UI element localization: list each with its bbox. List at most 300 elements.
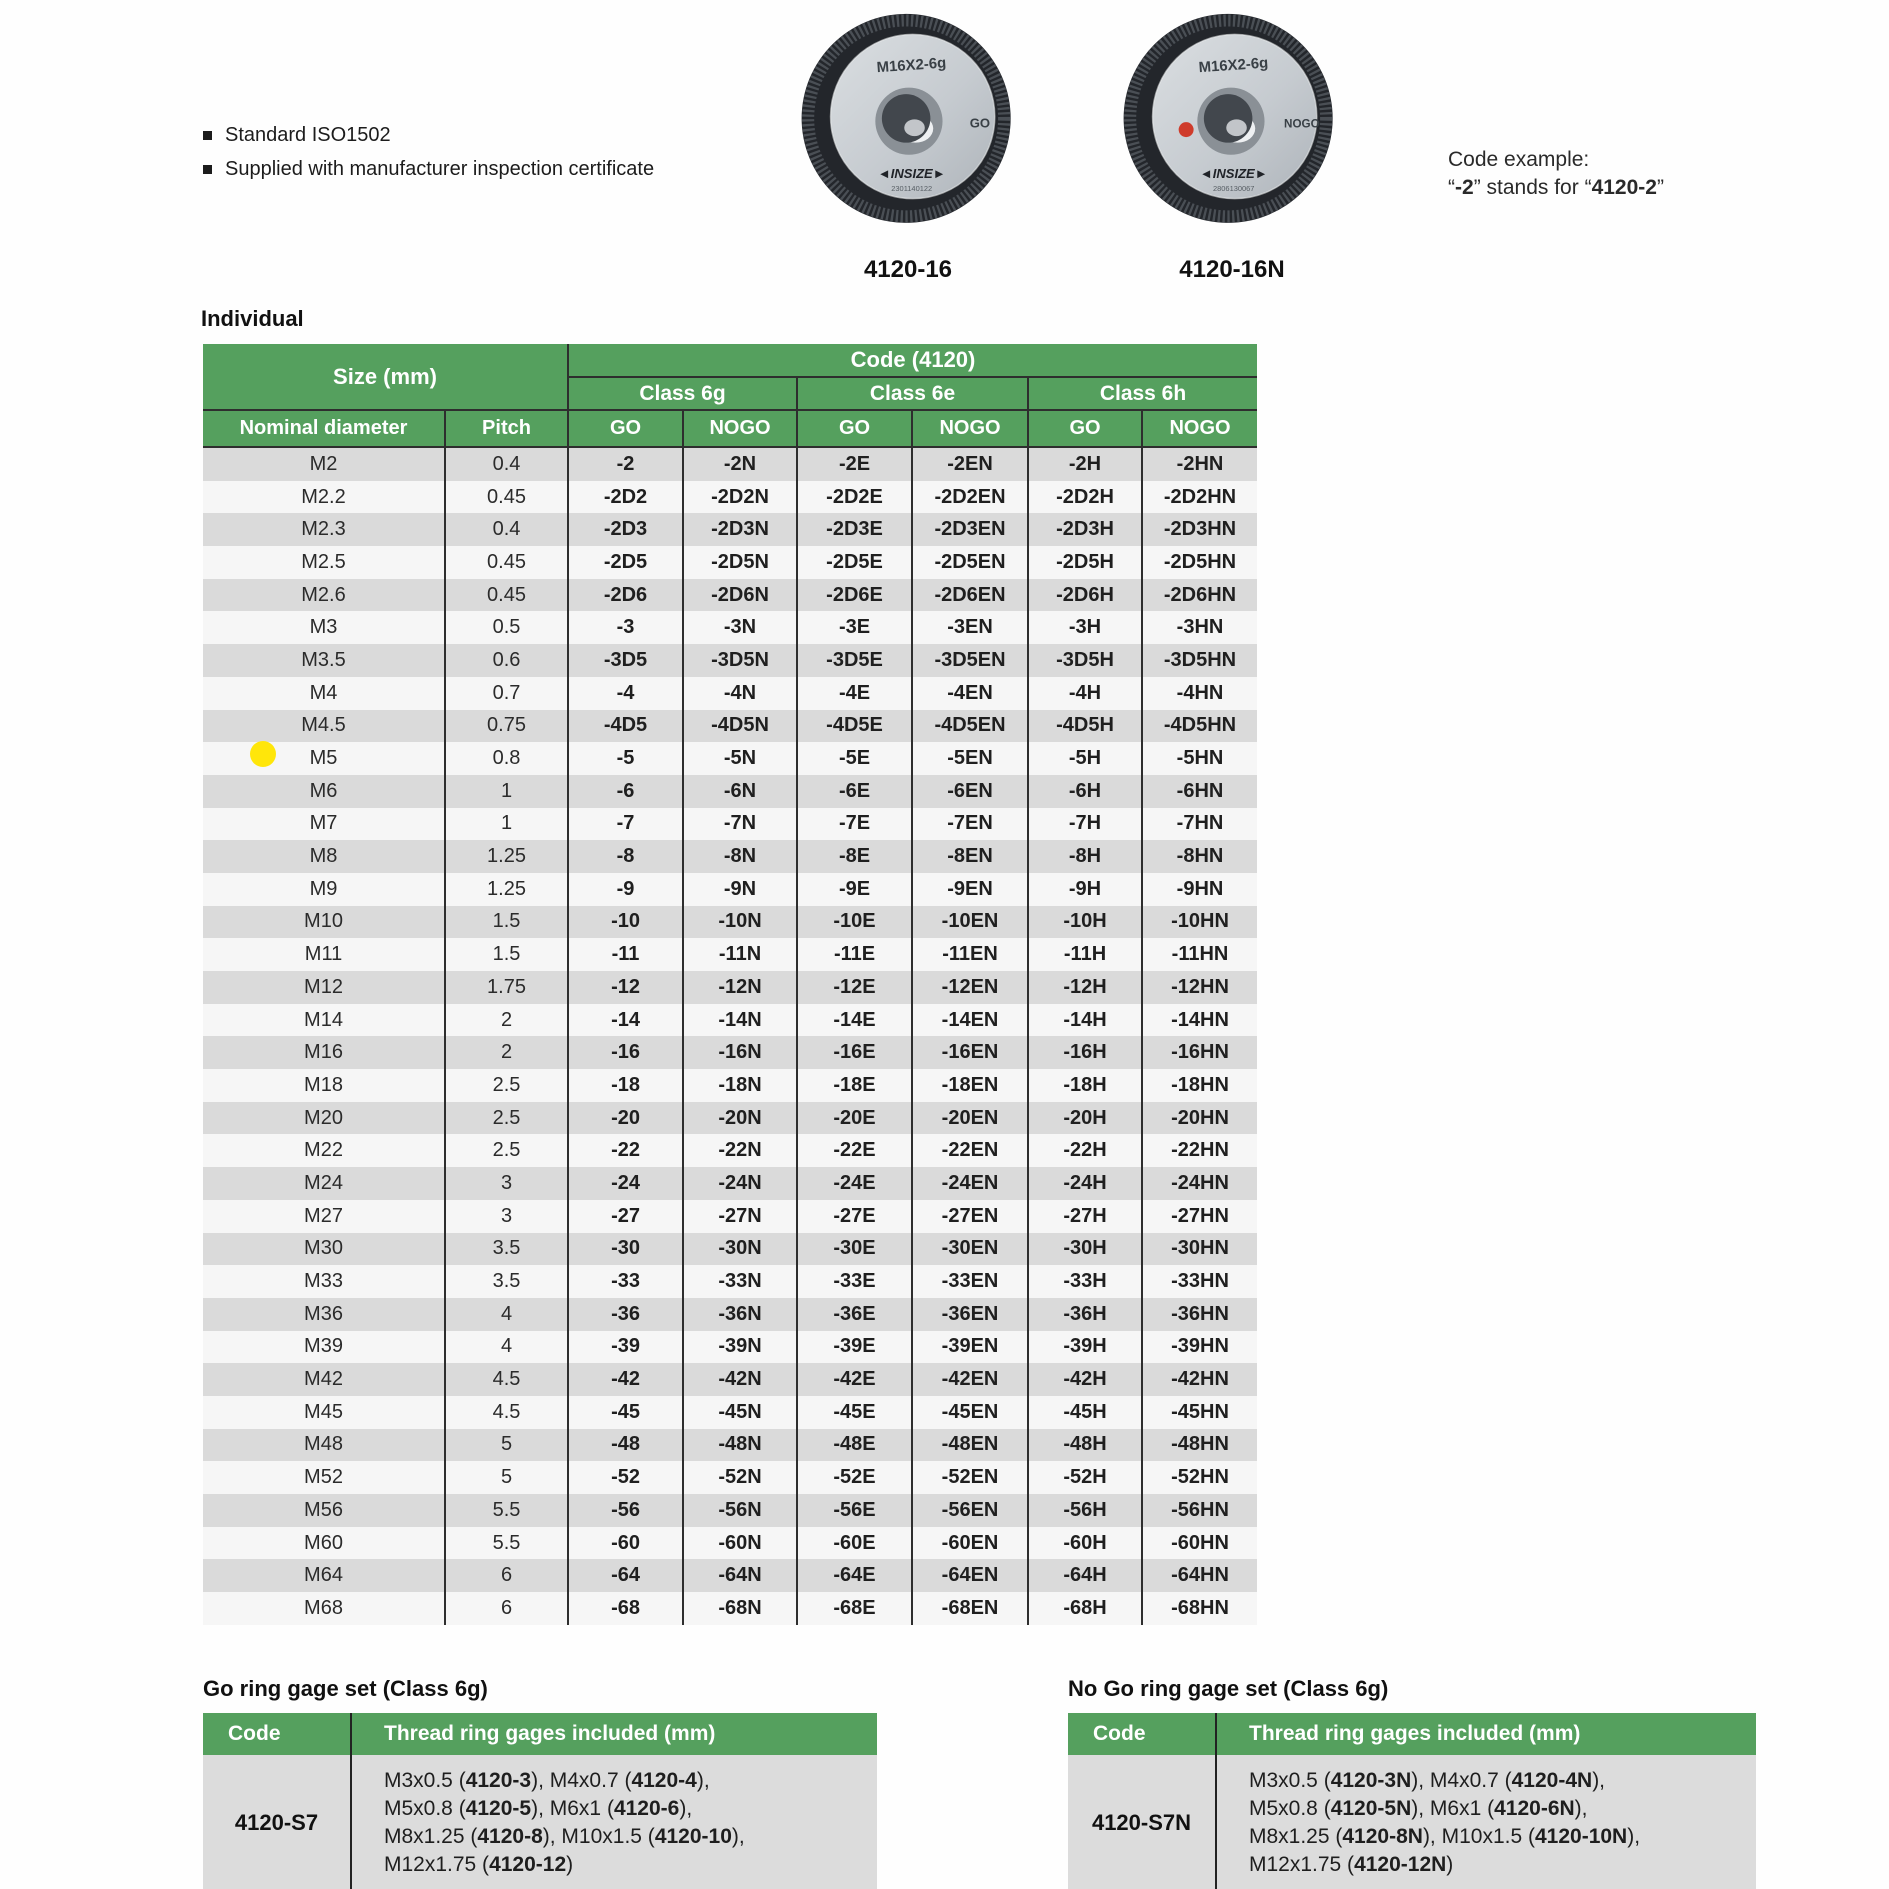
code-cell: -5EN (912, 742, 1028, 775)
code-cell: -4D5HN (1142, 710, 1257, 743)
code-cell: -52H (1028, 1461, 1142, 1494)
code-cell: -52E (797, 1461, 912, 1494)
pitch-cell: 4 (445, 1331, 568, 1364)
gage-marking: M16X2-6g (1198, 54, 1269, 77)
nominal-diameter-cell: M10 (304, 910, 343, 933)
pitch-cell: 1 (445, 808, 568, 841)
code-cell: -4EN (912, 677, 1028, 710)
size-group-header: Size (mm) (203, 344, 568, 410)
code-cell: -11N (683, 938, 797, 971)
code-cell: -3HN (1142, 611, 1257, 644)
table-row (203, 481, 1257, 514)
nominal-diameter-cell: M45 (304, 1400, 343, 1423)
code-group-header: Code (4120) (568, 344, 1257, 377)
pitch-cell: 2.5 (445, 1134, 568, 1167)
pitch-cell: 0.45 (445, 481, 568, 514)
code-cell: -4E (797, 677, 912, 710)
code-cell: -24E (797, 1167, 912, 1200)
code-cell: -6E (797, 775, 912, 808)
table-row (203, 1036, 1257, 1069)
code-cell: -2D2N (683, 481, 797, 514)
code-cell: -33H (1028, 1265, 1142, 1298)
code-cell: -2D3 (568, 513, 683, 546)
code-cell: -18EN (912, 1069, 1028, 1102)
table-row (203, 971, 1257, 1004)
code-cell: -7EN (912, 808, 1028, 841)
pitch-cell: 0.45 (445, 579, 568, 612)
nominal-diameter-cell: M20 (304, 1106, 343, 1129)
code-cell: -45EN (912, 1396, 1028, 1429)
code-cell: -9E (797, 873, 912, 906)
table-row (203, 1102, 1257, 1135)
code-cell: -7H (1028, 808, 1142, 841)
nominal-diameter-cell: M22 (304, 1139, 343, 1162)
code-cell: -2D2H (1028, 481, 1142, 514)
serial-number: 2806130067 (1213, 184, 1255, 194)
nominal-diameter-cell: M64 (304, 1564, 343, 1587)
nominal-diameter-cell: M7 (309, 812, 338, 835)
code-cell: -56HN (1142, 1494, 1257, 1527)
code-cell: -39N (683, 1331, 797, 1364)
code-cell: -68H (1028, 1592, 1142, 1625)
code-cell: -9N (683, 873, 797, 906)
code-cell: -45E (797, 1396, 912, 1429)
set-content-line: M5x0.8 (4120-5), M6x1 (4120-6), (384, 1797, 693, 1820)
code-cell: -14E (797, 1004, 912, 1037)
nominal-diameter-cell: M16 (304, 1041, 343, 1064)
code-cell: -18E (797, 1069, 912, 1102)
set-table (203, 1713, 877, 1889)
nominal-diameter-cell: M4.5 (301, 714, 346, 737)
code-cell: -3EN (912, 611, 1028, 644)
sub-header: GO (797, 410, 912, 447)
code-cell: -42H (1028, 1363, 1142, 1396)
code-cell: -5H (1028, 742, 1142, 775)
set-content-line: M3x0.5 (4120-3), M4x0.7 (4120-4), (384, 1769, 710, 1792)
table-row (203, 1527, 1257, 1560)
pitch-cell: 1.5 (445, 938, 568, 971)
code-cell: -3D5E (797, 644, 912, 677)
pitch-cell: 2 (445, 1036, 568, 1069)
code-cell: -52EN (912, 1461, 1028, 1494)
bullet-text: Supplied with manufacturer inspection certificate (225, 158, 655, 180)
table-row (203, 1265, 1257, 1298)
nominal-diameter-cell: M4 (309, 681, 338, 704)
set-content-line: M8x1.25 (4120-8N), M10x1.5 (4120-10N), (1249, 1825, 1641, 1848)
code-cell: -24 (568, 1167, 683, 1200)
pitch-cell: 0.5 (445, 611, 568, 644)
set-table-body (1068, 1755, 1756, 1889)
code-cell: -20N (683, 1102, 797, 1135)
pitch-cell: 1.25 (445, 840, 568, 873)
code-cell: -16N (683, 1036, 797, 1069)
code-cell: -42HN (1142, 1363, 1257, 1396)
code-cell: -18 (568, 1069, 683, 1102)
table-row (203, 906, 1257, 939)
code-cell: -2D5HN (1142, 546, 1257, 579)
table-row (203, 1298, 1257, 1331)
code-cell: -4N (683, 677, 797, 710)
code-cell: -3D5 (568, 644, 683, 677)
code-cell: -22E (797, 1134, 912, 1167)
code-cell: -16H (1028, 1036, 1142, 1069)
code-cell: -10H (1028, 906, 1142, 939)
bullet-text: Standard ISO1502 (225, 124, 391, 146)
code-cell: -68E (797, 1592, 912, 1625)
code-cell: -2E (797, 447, 912, 481)
nominal-diameter-cell: M2.6 (301, 583, 346, 606)
set-code-cell: 4120-S7 (234, 1810, 319, 1835)
nominal-diameter-cell: M2.5 (301, 550, 346, 573)
code-cell: -60HN (1142, 1527, 1257, 1560)
pitch-cell: 4.5 (445, 1396, 568, 1429)
code-cell: -2D5E (797, 546, 912, 579)
code-cell: -3D5N (683, 644, 797, 677)
table-row (203, 1331, 1257, 1364)
code-cell: -2D5N (683, 546, 797, 579)
code-cell: -8HN (1142, 840, 1257, 873)
code-cell: -30 (568, 1233, 683, 1266)
code-cell: -10E (797, 906, 912, 939)
code-cell: -48N (683, 1429, 797, 1462)
code-cell: -2D5 (568, 546, 683, 579)
code-cell: -56EN (912, 1494, 1028, 1527)
code-cell: -7 (568, 808, 683, 841)
code-cell: -3N (683, 611, 797, 644)
pitch-cell: 1.5 (445, 906, 568, 939)
code-cell: -14EN (912, 1004, 1028, 1037)
code-example-line2: “-2” stands for “4120-2” (1448, 176, 1664, 199)
nominal-diameter-cell: M12 (304, 975, 343, 998)
code-cell: -20E (797, 1102, 912, 1135)
code-cell: -42N (683, 1363, 797, 1396)
code-cell: -64HN (1142, 1559, 1257, 1592)
code-cell: -7HN (1142, 808, 1257, 841)
code-cell: -24H (1028, 1167, 1142, 1200)
red-dot (1179, 122, 1194, 137)
code-cell: -56N (683, 1494, 797, 1527)
code-cell: -68EN (912, 1592, 1028, 1625)
table-row (203, 1363, 1257, 1396)
code-cell: -56H (1028, 1494, 1142, 1527)
pitch-cell: 6 (445, 1559, 568, 1592)
code-cell: -2HN (1142, 447, 1257, 481)
code-cell: -22HN (1142, 1134, 1257, 1167)
nominal-diameter-cell: M30 (304, 1237, 343, 1260)
code-cell: -7E (797, 808, 912, 841)
code-cell: -20EN (912, 1102, 1028, 1135)
nominal-diameter-cell: M42 (304, 1368, 343, 1391)
pitch-cell: 1 (445, 775, 568, 808)
code-cell: -27EN (912, 1200, 1028, 1233)
sub-header: NOGO (683, 410, 797, 447)
table-row (203, 513, 1257, 546)
pitch-cell: 3.5 (445, 1265, 568, 1298)
code-cell: -20HN (1142, 1102, 1257, 1135)
nogo-gage-code-label: 4120-16N (1179, 256, 1285, 283)
code-cell: -39H (1028, 1331, 1142, 1364)
bullet-item (203, 124, 654, 147)
code-cell: -39 (568, 1331, 683, 1364)
set-contents-cell (1215, 1755, 1756, 1889)
pitch-cell: 6 (445, 1592, 568, 1625)
code-cell: -3D5H (1028, 644, 1142, 677)
highlight-dot (250, 741, 276, 767)
spec-table-container (203, 344, 1257, 1625)
set-table-title: Go ring gage set (Class 6g) (203, 1676, 488, 1701)
class-header: Class 6g (568, 377, 797, 410)
table-row (203, 1200, 1257, 1233)
code-cell: -10HN (1142, 906, 1257, 939)
bore-hole (1204, 94, 1253, 143)
bullet-item (203, 158, 654, 181)
pitch-cell: 5 (445, 1461, 568, 1494)
code-cell: -45N (683, 1396, 797, 1429)
nominal-diameter-cell: M18 (304, 1073, 343, 1096)
pitch-cell: 0.8 (445, 742, 568, 775)
code-cell: -60N (683, 1527, 797, 1560)
nominal-diameter-cell: M9 (309, 877, 338, 900)
code-cell: -27H (1028, 1200, 1142, 1233)
code-cell: -2N (683, 447, 797, 481)
go-gage-code-label: 4120-16 (863, 256, 953, 283)
nominal-diameter-cell: M2.3 (301, 518, 346, 541)
code-cell: -27HN (1142, 1200, 1257, 1233)
code-cell: -60EN (912, 1527, 1028, 1560)
nominal-diameter-cell: M8 (309, 845, 338, 868)
code-cell: -16E (797, 1036, 912, 1069)
nominal-diameter-cell: M56 (304, 1498, 343, 1521)
code-cell: -9HN (1142, 873, 1257, 906)
code-cell: -22N (683, 1134, 797, 1167)
table-row (203, 840, 1257, 873)
code-cell: -52N (683, 1461, 797, 1494)
code-cell: -33 (568, 1265, 683, 1298)
code-cell: -2D6 (568, 579, 683, 612)
code-cell: -64 (568, 1559, 683, 1592)
code-cell: -7N (683, 808, 797, 841)
code-cell: -8H (1028, 840, 1142, 873)
table-row (203, 1069, 1257, 1102)
code-cell: -2D3EN (912, 513, 1028, 546)
code-cell: -4D5EN (912, 710, 1028, 743)
code-cell: -36H (1028, 1298, 1142, 1331)
code-cell: -60E (797, 1527, 912, 1560)
code-cell: -27N (683, 1200, 797, 1233)
code-cell: -60 (568, 1527, 683, 1560)
code-cell: -14H (1028, 1004, 1142, 1037)
code-cell: -4H (1028, 677, 1142, 710)
go-set-section (203, 1676, 877, 1889)
pitch-cell: 0.6 (445, 644, 568, 677)
table-row (203, 644, 1257, 677)
code-cell: -30HN (1142, 1233, 1257, 1266)
nominal-diameter-cell: M24 (304, 1171, 343, 1194)
nominal-diameter-cell: M3.5 (301, 648, 346, 671)
nominal-diameter-cell: M60 (304, 1531, 343, 1554)
code-cell: -8EN (912, 840, 1028, 873)
code-cell: -4D5 (568, 710, 683, 743)
code-cell: -52 (568, 1461, 683, 1494)
pitch-cell: 2.5 (445, 1102, 568, 1135)
code-cell: -33N (683, 1265, 797, 1298)
code-cell: -2D6N (683, 579, 797, 612)
pitch-cell: 5.5 (445, 1527, 568, 1560)
code-cell: -20H (1028, 1102, 1142, 1135)
nominal-diameter-cell: M14 (304, 1008, 343, 1031)
nominal-diameter-cell: M39 (304, 1335, 343, 1358)
code-cell: -10EN (912, 906, 1028, 939)
sub-header: GO (1028, 410, 1142, 447)
code-cell: -20 (568, 1102, 683, 1135)
nominal-diameter-cell: M68 (304, 1596, 343, 1619)
code-cell: -36E (797, 1298, 912, 1331)
code-cell: -30H (1028, 1233, 1142, 1266)
nogo-ring-gage-photo (1118, 6, 1342, 247)
pitch-cell: 3 (445, 1167, 568, 1200)
code-cell: -3D5HN (1142, 644, 1257, 677)
code-cell: -64H (1028, 1559, 1142, 1592)
nominal-diameter-cell: M36 (304, 1302, 343, 1325)
table-row (203, 677, 1257, 710)
code-cell: -56 (568, 1494, 683, 1527)
code-cell: -2D2E (797, 481, 912, 514)
code-cell: -3E (797, 611, 912, 644)
code-cell: -2EN (912, 447, 1028, 481)
bullet-square-icon (203, 165, 212, 174)
code-cell: -2D6EN (912, 579, 1028, 612)
sub-header: NOGO (912, 410, 1028, 447)
code-cell: -4D5E (797, 710, 912, 743)
code-cell: -16EN (912, 1036, 1028, 1069)
code-cell: -6H (1028, 775, 1142, 808)
class-header: Class 6e (797, 377, 1028, 410)
code-cell: -8E (797, 840, 912, 873)
code-cell: -3 (568, 611, 683, 644)
code-cell: -60H (1028, 1527, 1142, 1560)
code-cell: -2D2 (568, 481, 683, 514)
set-code-header: Code (1093, 1722, 1146, 1745)
insize-logo: ◄INSIZE► (1199, 166, 1268, 182)
set-code-header: Code (228, 1722, 281, 1745)
code-cell: -22H (1028, 1134, 1142, 1167)
code-cell: -2D6E (797, 579, 912, 612)
nominal-diameter-cell: M33 (304, 1270, 343, 1293)
table-row (203, 1429, 1257, 1462)
code-cell: -2H (1028, 447, 1142, 481)
table-row (203, 1167, 1257, 1200)
code-cell: -4D5H (1028, 710, 1142, 743)
code-cell: -2D5EN (912, 546, 1028, 579)
set-table-title: No Go ring gage set (Class 6g) (1068, 1676, 1389, 1701)
code-cell: -12E (797, 971, 912, 1004)
set-content-header: Thread ring gages included (mm) (1215, 1713, 1756, 1755)
set-table-body (203, 1755, 877, 1889)
code-cell: -36EN (912, 1298, 1028, 1331)
table-row (203, 742, 1257, 775)
code-example-line1: Code example: (1448, 148, 1590, 171)
table-row (203, 1559, 1257, 1592)
code-cell: -36N (683, 1298, 797, 1331)
code-cell: -27E (797, 1200, 912, 1233)
nogo-marking: NOGO (1284, 117, 1320, 131)
code-cell: -42E (797, 1363, 912, 1396)
code-cell: -33EN (912, 1265, 1028, 1298)
code-cell: -42 (568, 1363, 683, 1396)
set-code-cell: 4120-S7N (1091, 1810, 1192, 1835)
code-cell: -2D5H (1028, 546, 1142, 579)
code-cell: -27 (568, 1200, 683, 1233)
code-cell: -11E (797, 938, 912, 971)
individual-heading: Individual (201, 306, 304, 331)
code-cell: -30N (683, 1233, 797, 1266)
code-cell: -10 (568, 906, 683, 939)
code-cell: -14N (683, 1004, 797, 1037)
table-row (203, 1004, 1257, 1037)
table-row (203, 1134, 1257, 1167)
gage-marking: M16X2-6g (876, 54, 947, 77)
pitch-cell: 3.5 (445, 1233, 568, 1266)
set-contents-cell (350, 1755, 877, 1889)
code-cell: -42EN (912, 1363, 1028, 1396)
class-header: Class 6h (1028, 377, 1257, 410)
pitch-cell: 2.5 (445, 1069, 568, 1102)
code-cell: -6EN (912, 775, 1028, 808)
set-table (1068, 1713, 1756, 1889)
code-cell: -18HN (1142, 1069, 1257, 1102)
code-cell: -56E (797, 1494, 912, 1527)
bore-hole (882, 94, 931, 143)
set-content-line: M3x0.5 (4120-3N), M4x0.7 (4120-4N), (1249, 1769, 1606, 1792)
set-content-header: Thread ring gages included (mm) (350, 1713, 877, 1755)
code-cell: -11H (1028, 938, 1142, 971)
code-cell: -5 (568, 742, 683, 775)
code-cell: -5HN (1142, 742, 1257, 775)
code-cell: -48 (568, 1429, 683, 1462)
code-cell: -9H (1028, 873, 1142, 906)
code-cell: -64E (797, 1559, 912, 1592)
sub-header-row (203, 410, 1257, 447)
code-cell: -64EN (912, 1559, 1028, 1592)
spec-table (203, 344, 1257, 1625)
code-cell: -45H (1028, 1396, 1142, 1429)
pitch-cell: 0.4 (445, 513, 568, 546)
nogo-set-section (1068, 1676, 1756, 1889)
insize-logo: ◄INSIZE► (877, 166, 946, 182)
code-cell: -64N (683, 1559, 797, 1592)
code-cell: -6 (568, 775, 683, 808)
nominal-diameter-cell: M5 (309, 747, 338, 770)
table-row (203, 938, 1257, 971)
code-cell: -2D3H (1028, 513, 1142, 546)
nominal-diameter-cell: M52 (304, 1466, 343, 1489)
code-cell: -12H (1028, 971, 1142, 1004)
code-cell: -39HN (1142, 1331, 1257, 1364)
code-cell: -2D2HN (1142, 481, 1257, 514)
code-cell: -30E (797, 1233, 912, 1266)
code-cell: -11 (568, 938, 683, 971)
feature-bullets (203, 124, 654, 192)
pitch-cell: 2 (445, 1004, 568, 1037)
code-cell: -12HN (1142, 971, 1257, 1004)
code-cell: -6HN (1142, 775, 1257, 808)
pitch-cell: 4.5 (445, 1363, 568, 1396)
code-cell: -48HN (1142, 1429, 1257, 1462)
code-cell: -16 (568, 1036, 683, 1069)
code-cell: -39E (797, 1331, 912, 1364)
pitch-cell: 0.75 (445, 710, 568, 743)
go-ring-gage-photo (796, 6, 1020, 247)
